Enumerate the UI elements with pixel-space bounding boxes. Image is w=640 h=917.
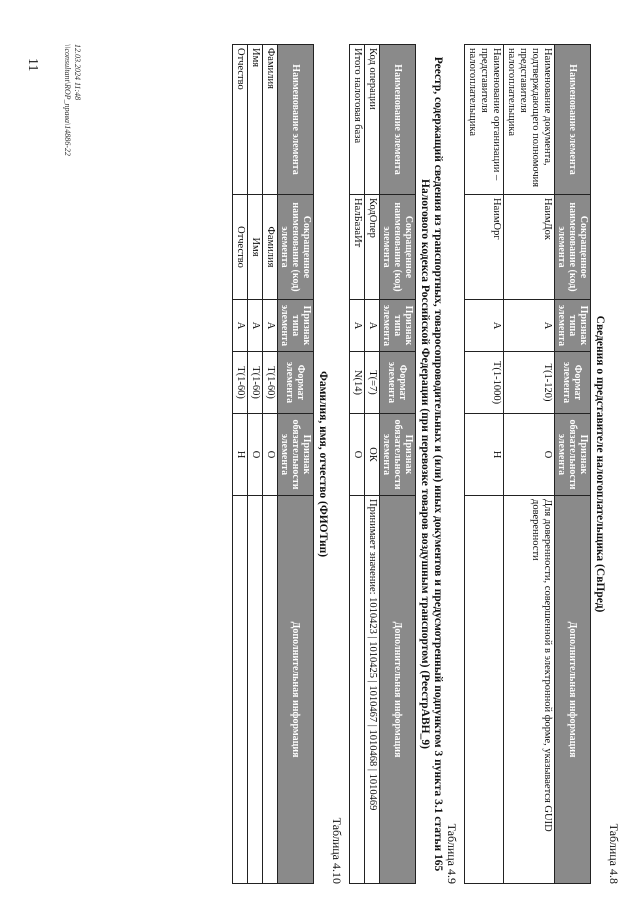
- col-header: Формат элемента: [278, 352, 314, 414]
- cell: НаимДок: [504, 195, 555, 300]
- footer-line: 12.03.2024 11:48: [73, 44, 82, 101]
- table-header-row: [278, 45, 314, 884]
- cell: Фамилия: [263, 195, 278, 300]
- table-row: [248, 45, 263, 884]
- page-number: 11: [25, 58, 40, 72]
- table-label: Таблица 4.8: [607, 823, 621, 884]
- table-row: [233, 45, 248, 884]
- table-row: [263, 45, 278, 884]
- col-header: Признак типа элемента: [278, 300, 314, 352]
- table-4-8-section: [464, 44, 622, 884]
- cell: НаимОрг: [465, 195, 504, 300]
- cell: О: [248, 414, 263, 496]
- table-header-row: [380, 45, 416, 884]
- footer-stamp: [62, 44, 82, 244]
- col-header: Наименование элемента: [278, 45, 314, 195]
- col-header: Дополнительная информация: [555, 496, 591, 884]
- cell: Наименование документа, подтверждающего полномочия представителя налогоплательщика: [504, 45, 555, 195]
- cell: А: [465, 300, 504, 352]
- table-row: [365, 45, 380, 884]
- cell: Отчество: [233, 45, 248, 195]
- cell: А: [365, 300, 380, 352]
- col-header: Дополнительная информация: [278, 496, 314, 884]
- cell: Т(1-60): [248, 352, 263, 414]
- cell: А: [263, 300, 278, 352]
- table-4-9: [349, 44, 416, 884]
- table-label: Таблица 4.10: [330, 817, 344, 884]
- cell: [233, 496, 248, 884]
- cell: О: [350, 414, 365, 496]
- cell: Т(=7): [365, 352, 380, 414]
- cell: Отчество: [233, 195, 248, 300]
- table-header-row: [555, 45, 591, 884]
- cell: [263, 496, 278, 884]
- cell: Итого налоговая база: [350, 45, 365, 195]
- table-row: [504, 45, 555, 884]
- cell: Принимает значение: 1010423 | 1010425 | 1010467 | 1010468 | 1010469: [365, 496, 380, 884]
- col-header: Признак типа элемента: [555, 300, 591, 352]
- cell: Фамилия: [263, 45, 278, 195]
- table-row: [465, 45, 504, 884]
- cell: О: [263, 414, 278, 496]
- cell: [465, 496, 504, 884]
- table-4-10-section: [232, 44, 345, 884]
- cell: А: [350, 300, 365, 352]
- cell: N(14): [350, 352, 365, 414]
- table-title: Сведения о представителе налогоплательщика (СвПред): [594, 315, 606, 613]
- cell: ОК: [365, 414, 380, 496]
- cell: [350, 496, 365, 884]
- table-title: Реестр, содержащий сведения из транспортных, товаросопроводительных и (или) иных документов и предусмотренный подпунктом 3 пункта 3.1 статьи 165 Налогового кодекса Российской Федерации (при перевозке товаров воздушным транспортом) (РеестрАВН_9): [419, 56, 444, 872]
- cell: Имя: [248, 195, 263, 300]
- table-4-10: [232, 44, 314, 884]
- cell: НалБазаИт: [350, 195, 365, 300]
- col-header: Признак обязательности элемента: [278, 414, 314, 496]
- cell: А: [504, 300, 555, 352]
- col-header: Сокращенное наименование (код) элемента: [555, 195, 591, 300]
- col-header: Сокращенное наименование (код) элемента: [380, 195, 416, 300]
- cell: Т(1-60): [263, 352, 278, 414]
- cell: КодОпер: [365, 195, 380, 300]
- col-header: Формат элемента: [555, 352, 591, 414]
- cell: Для доверенности, совершенной в электронной форме, указывается GUID доверенности: [504, 496, 555, 884]
- table-4-9-section: [349, 44, 460, 884]
- col-header: Наименование элемента: [555, 45, 591, 195]
- footer-line: \\consultant\ROP_права\14886-22: [63, 44, 72, 156]
- col-header: Признак типа элемента: [380, 300, 416, 352]
- cell: Наименование организации – представителя налогоплательщика: [465, 45, 504, 195]
- col-header: Наименование элемента: [380, 45, 416, 195]
- cell: О: [504, 414, 555, 496]
- cell: А: [233, 300, 248, 352]
- col-header: Формат элемента: [380, 352, 416, 414]
- col-header: Признак обязательности элемента: [555, 414, 591, 496]
- table-4-8: [464, 44, 591, 884]
- col-header: Дополнительная информация: [380, 496, 416, 884]
- table-title: Фамилия, имя, отчество (ФИОТип): [317, 370, 329, 558]
- table-label: Таблица 4.9: [445, 823, 459, 884]
- col-header: Признак обязательности элемента: [380, 414, 416, 496]
- table-row: [350, 45, 365, 884]
- cell: Имя: [248, 45, 263, 195]
- col-header: Сокращенное наименование (код) элемента: [278, 195, 314, 300]
- cell: Т(1-1000): [465, 352, 504, 414]
- cell: Т(1-120): [504, 352, 555, 414]
- cell: [248, 496, 263, 884]
- rotated-sheet: [63, 44, 622, 884]
- cell: Код операции: [365, 45, 380, 195]
- cell: Т(1-60): [233, 352, 248, 414]
- cell: А: [248, 300, 263, 352]
- cell: Н: [233, 414, 248, 496]
- cell: Н: [465, 414, 504, 496]
